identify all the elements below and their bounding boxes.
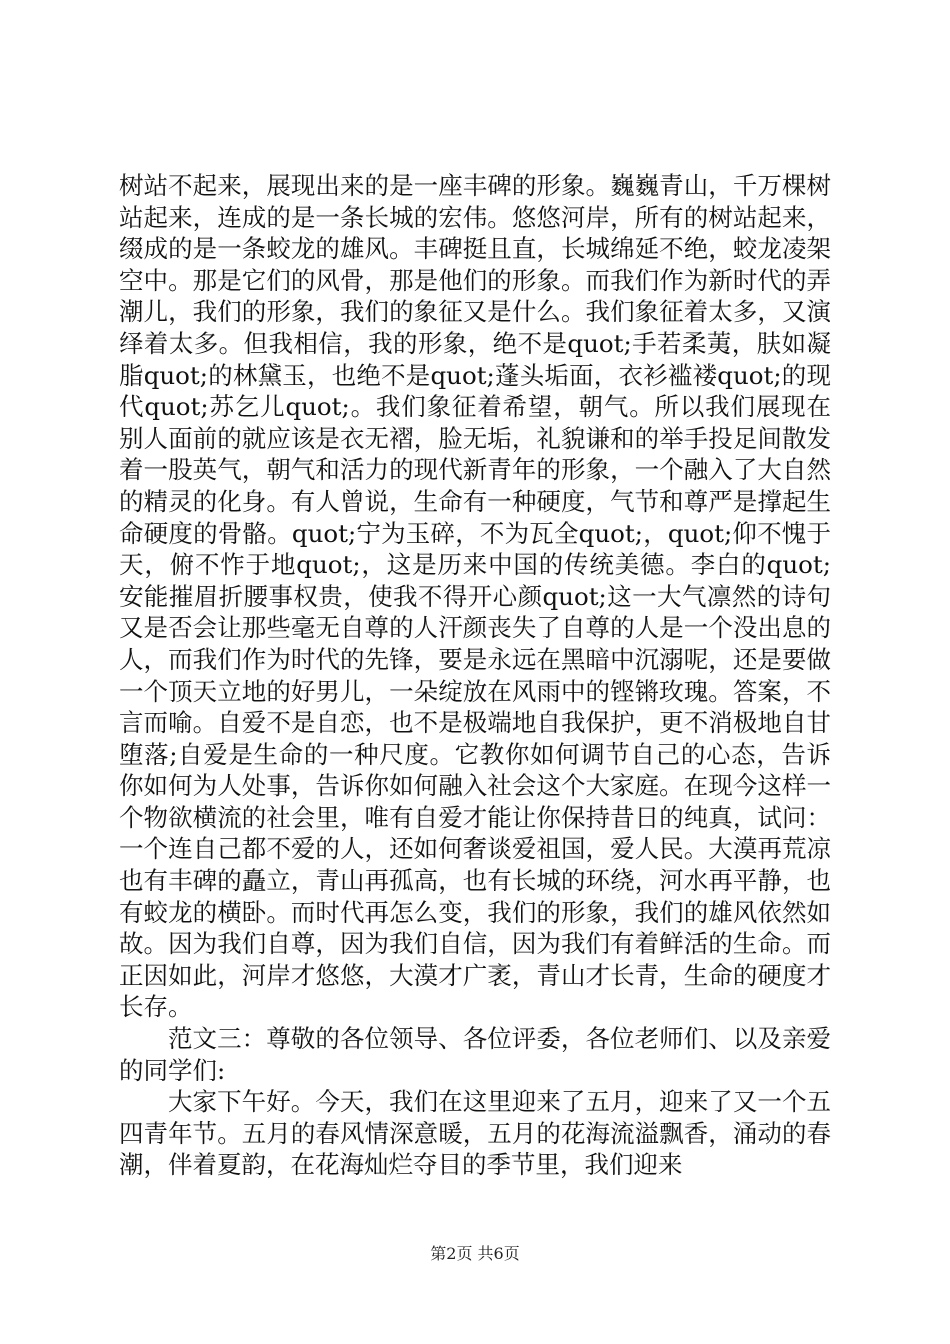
page-number-footer: 第2页 共6页 xyxy=(430,1244,520,1263)
paragraph-salutation: 范文三：尊敬的各位领导、各位评委，各位老师们、以及亲爱的同学们: xyxy=(119,1024,831,1085)
document-body xyxy=(119,170,831,1181)
paragraph-opening: 大家下午好。今天，我们在这里迎来了五月，迎来了又一个五四青年节。五月的春风情深意暖，五月的花海流溢飘香，涌动的春潮，伴着夏韵，在花海灿烂夺目的季节里，我们迎来 xyxy=(119,1087,831,1180)
paragraph-continuation: 树站不起来，展现出来的是一座丰碑的形象。巍巍青山，千万棵树站起来，连成的是一条长城的宏伟。悠悠河岸，所有的树站起来，缀成的是一条蛟龙的雄风。丰碑挺且直，长城绵延不绝，蛟龙凌架空中。那是它们的风骨，那是他们的形象。而我们作为新时代的弄潮儿，我们的形象，我们的象征又是什么。我们象征着太多，又演绎着太多。但我相信，我的形象，绝不是quot;手若柔荑，肤如凝脂quot;的林黛玉，也绝不是quot;蓬头垢面，衣衫褴褛quot;的现代quot;苏乞儿quot;。我们象征着希望，朝气。所以我们展现在别人面前的就应该是衣无褶，脸无垢，礼貌谦和的举手投足间散发着一股英气，朝气和活力的现代新青年的形象，一个融入了大自然的精灵的化身。有人曾说，生命有一种硬度，气节和尊严是撑起生命硬度的骨骼。quot;宁为玉碎，不为瓦全quot;，quot;仰不愧于天，俯不怍于地quot;，这是历来中国的传统美德。李白的quot;安能摧眉折腰事权贵，使我不得开心颜quot;这一大气凛然的诗句又是否会让那些毫无自尊的人汗颜丧失了自尊的人是一个没出息的人，而我们作为时代的先锋，要是永远在黑暗中沉溺呢，还是要做一个顶天立地的好男儿，一朵绽放在风雨中的铿锵玫瑰。答案，不言而喻。自爱不是自恋，也不是极端地自我保护，更不消极地自甘堕落;自爱是生命的一种尺度。它教你如何调节自己的心态，告诉你如何为人处事，告诉你如何融入社会这个大家庭。在现今这样一个物欲横流的社会里，唯有自爱才能让你保持昔日的纯真，试问：一个连自己都不爱的人，还如何奢谈爱祖国，爱人民。大漠再荒凉也有丰碑的矗立，青山再孤高，也有长城的环绕，河水再平静，也有蛟龙的横卧。而时代再怎么变，我们的形象，我们的雄风依然如故。因为我们自尊，因为我们自信，因为我们有着鲜活的生命。而正因如此，河岸才悠悠，大漠才广袤，青山才长青，生命的硬度才长存。 xyxy=(119,171,831,1022)
